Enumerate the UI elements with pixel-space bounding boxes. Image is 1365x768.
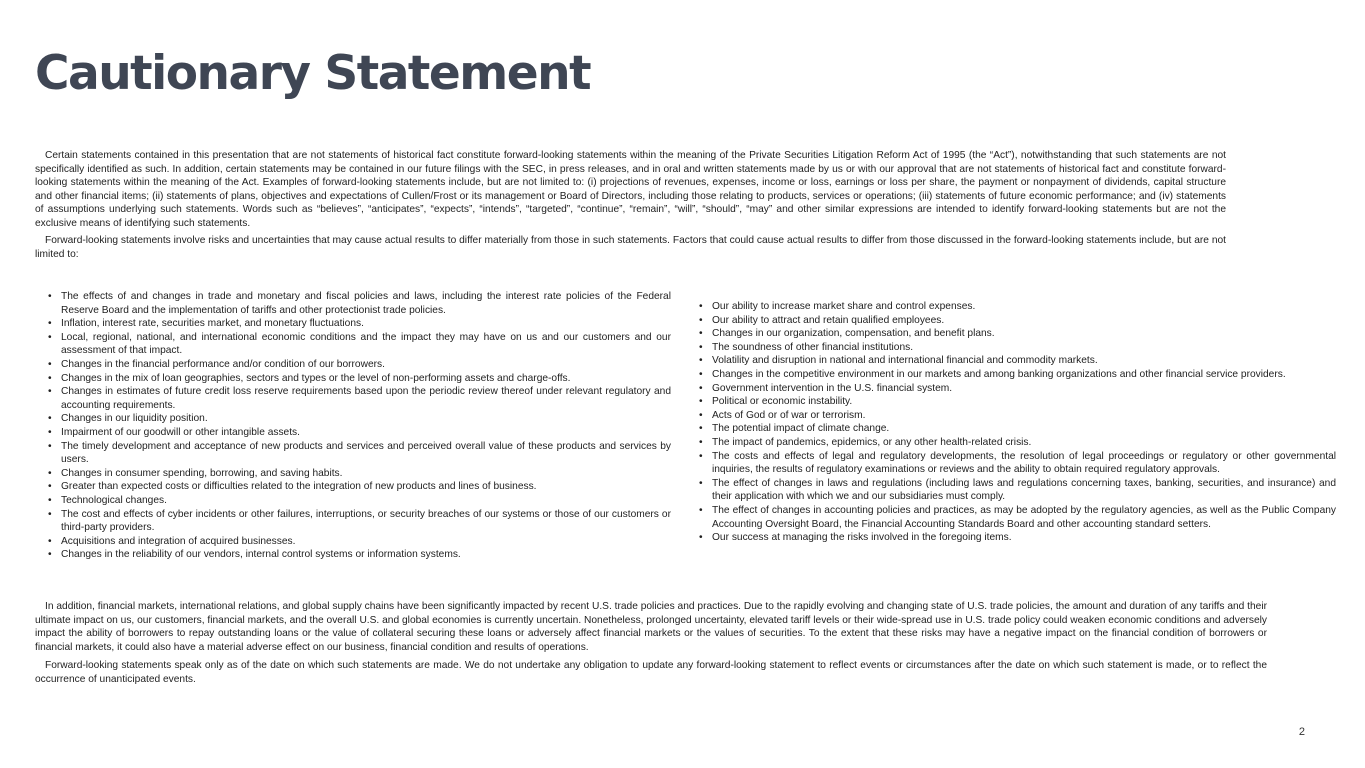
list-item: • The effect of changes in accounting policies and practices, as may be adopted by the regulatory agencies, as well as the Public Company Accounting Oversight Board, the Financial Accounting Standards Board and other accounting standard setters. — [686, 504, 1336, 531]
intro-paragraph: Certain statements contained in this presentation that are not statements of historical fact constitute forward-looking statements within the meaning of the Private Securities Litigation Reform Act of 1995 (the “Act”), notwithstanding that such statements are not specifically identified as such. In addition, certain statements may be contained in our future filings with the SEC, in press releases, and in oral and written statements made by us or with our approval that are not statements of historical fact and constitute forward-looking statements within the meaning of the Act. Examples of forward-looking statements include, but are not limited to: (i) projections of revenues, expenses, income or loss, earnings or loss per share, the payment or nonpayment of dividends, capital structure and other financial items; (ii) statements of plans, objectives and expectations of Cullen/Frost or its management or Board of Directors, including those relating to products, services or operations; (iii) statements of future economic performance; and (iv) statements of assumptions underlying such statements. Words such as “believes”, “anticipates”, “expects”, “intends”, “targeted”, “continue”, “remain”, “will”, “should”, “may” and other similar expressions are intended to identify forward-looking statements but are not the exclusive means of identifying such statements. — [35, 150, 1226, 229]
closing-paragraph: Forward-looking statements speak only as of the date on which such statements are made. We do not undertake any obligation to update any forward-looking statement to reflect events or circumstances after the date on which such statement is made, or to reflect the occurrence of unanticipated events. — [35, 660, 1267, 685]
list-item: • Changes in consumer spending, borrowing, and saving habits. — [35, 467, 671, 481]
list-item: • Changes in estimates of future credit loss reserve requirements based upon the periodic review thereof under relevant regulatory and accounting requirements. — [35, 385, 671, 412]
list-item: • The effect of changes in laws and regulations (including laws and regulations concerning taxes, banking, securities, and insurance) and their application with which we and our subsidiaries must comply. — [686, 477, 1336, 504]
list-item: • The costs and effects of legal and regulatory developments, the resolution of legal proceedings or regulatory or other governmental inquiries, the results of regulatory examinations or reviews and the ability to obtain required regulatory approvals. — [686, 450, 1336, 477]
list-item: • Government intervention in the U.S. financial system. — [686, 382, 1336, 396]
list-item: • Inflation, interest rate, securities market, and monetary fluctuations. — [35, 317, 671, 331]
page-title: Cautionary Statement — [35, 46, 591, 101]
list-item: • Our ability to attract and retain qualified employees. — [686, 314, 1336, 328]
list-item: • The effects of and changes in trade and monetary and fiscal policies and laws, including the interest rate policies of the Federal Reserve Board and the implementation of tariffs and other protectionist trade policies. — [35, 290, 671, 317]
list-item: • Changes in the competitive environment in our markets and among banking organizations and other financial service providers. — [686, 368, 1336, 382]
list-item: • Changes in our liquidity position. — [35, 412, 671, 426]
list-item: • Technological changes. — [35, 494, 671, 508]
list-item: • Acquisitions and integration of acquired businesses. — [35, 535, 671, 549]
list-item: • The impact of pandemics, epidemics, or any other health-related crisis. — [686, 436, 1336, 450]
list-item: • Acts of God or of war or terrorism. — [686, 409, 1336, 423]
list-item: • Changes in the reliability of our vendors, internal control systems or information systems. — [35, 548, 671, 562]
page-number: 2 — [1298, 726, 1305, 738]
list-item: • Changes in our organization, compensation, and benefit plans. — [686, 327, 1336, 341]
list-item: • Greater than expected costs or difficulties related to the integration of new products and lines of business. — [35, 480, 671, 494]
list-item: • The potential impact of climate change. — [686, 422, 1336, 436]
list-item: • Local, regional, national, and international economic conditions and the impact they may have on us and our customers and our assessment of that impact. — [35, 331, 671, 358]
list-item: • Changes in the mix of loan geographies, sectors and types or the level of non-performing assets and charge-offs. — [35, 372, 671, 386]
list-item: • The soundness of other financial institutions. — [686, 341, 1336, 355]
list-item: • Impairment of our goodwill or other intangible assets. — [35, 426, 671, 440]
trade-policy-paragraph: In addition, financial markets, international relations, and global supply chains have been significantly impacted by recent U.S. trade policies and practices. Due to the rapidly evolving and changing state of U.S. trade policies, the amount and duration of any tariffs and their ultimate impact on us, our customers, financial markets, and the overall U.S. and global economies is currently uncertain. Nonetheless, prolonged uncertainty, elevated tariff levels or their wide-spread use in U.S. trade policy could weaken economic conditions and adversely impact the ability of borrowers to repay outstanding loans or the value of collateral securing these loans or adversely affect financial markets or the values of securities. To the extent that these risks may have a negative impact on the financial condition of borrowers or financial markets, it could also have a material adverse effect on our business, financial condition and results of operations. — [35, 601, 1267, 653]
list-item: • The cost and effects of cyber incidents or other failures, interruptions, or security breaches of our systems or those of our customers or third-party providers. — [35, 508, 671, 535]
list-item: • Our ability to increase market share and control expenses. — [686, 300, 1336, 314]
list-item: • Changes in the financial performance and/or condition of our borrowers. — [35, 358, 671, 372]
list-item: • Political or economic instability. — [686, 395, 1336, 409]
list-item: • Our success at managing the risks involved in the foregoing items. — [686, 531, 1336, 545]
list-item: • Volatility and disruption in national and international financial and commodity markets. — [686, 354, 1336, 368]
left-factors-list — [35, 290, 671, 562]
list-item: • The timely development and acceptance of new products and services and perceived overall value of these products and services by users. — [35, 440, 671, 467]
right-factors-list — [686, 300, 1336, 545]
factors-intro-paragraph: Forward-looking statements involve risks and uncertainties that may cause actual results to differ materially from those in such statements. Factors that could cause actual results to differ from those discussed in the forward-looking statements include, but are not limited to: — [35, 235, 1226, 260]
